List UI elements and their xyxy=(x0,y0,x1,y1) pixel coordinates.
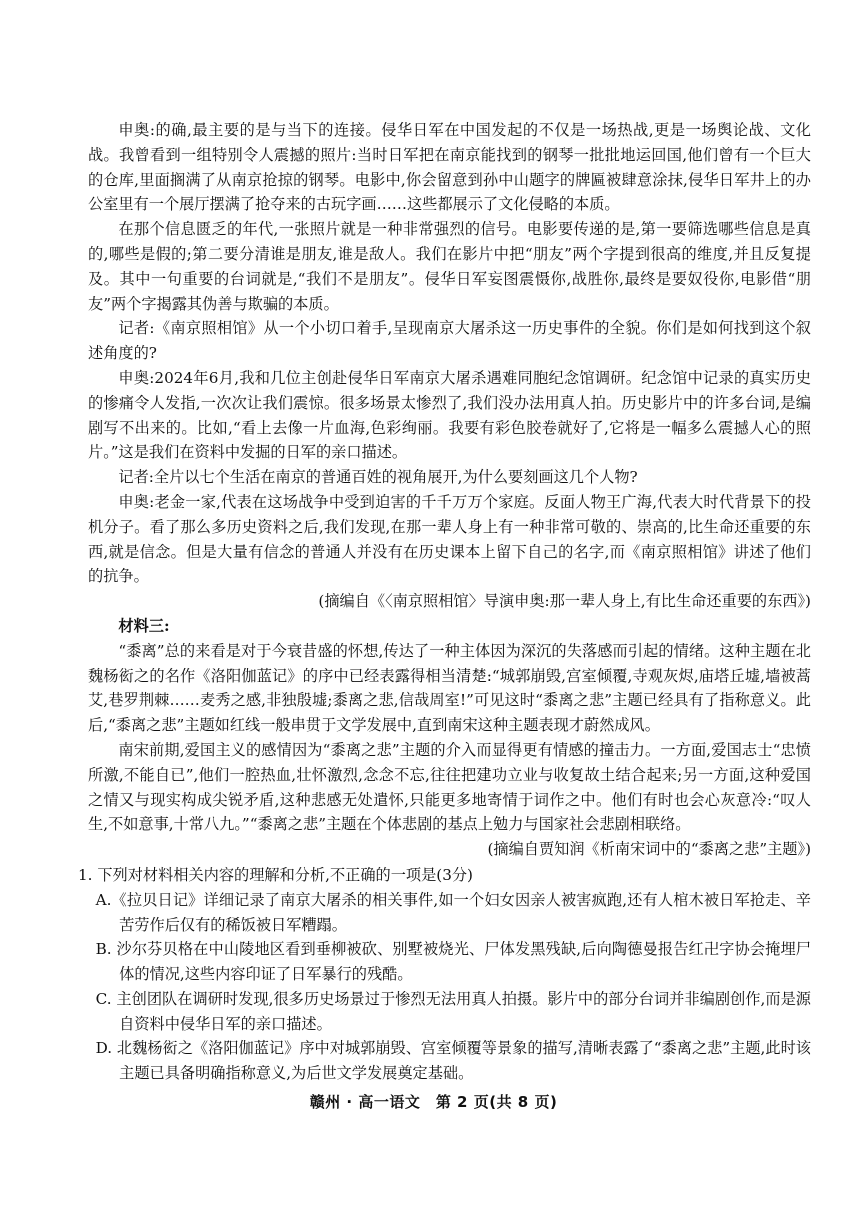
essay-paragraph: “黍离”总的来看是对于今衰昔盛的怀想,传达了一种主体因为深沉的失落感而引起的情绪。这种主题在北魏杨衒之的名作《洛阳伽蓝记》的序中已经表露得相当清楚:“城郭崩毁,宫室倾覆,寺观灰烬,庙塔丘墟,墙被蒿艾,巷罗荆棘……麦秀之感,非独殷墟;黍离之悲,信哉周室!”可见这时“黍离之悲”主题已经具有了指称意义。此后,“黍离之悲”主题如红线一般串贯于文学发展中,直到南宋这种主题表现才蔚然成风。 xyxy=(88,641,811,735)
material-three-source: (摘编自贾知润《析南宋词中的“黍离之悲”主题》) xyxy=(487,840,811,859)
material-three-heading: 材料三: xyxy=(118,616,170,635)
interview-paragraph: 申奥:2024年6月,我和几位主创赴侵华日军南京大屠杀遇难同胞纪念馆调研。纪念馆中记录的真实历史的惨痛令人发指,一次次让我们震惊。很多场景太惨烈了,我们没办法用真人拍。历史影片中的许多台词,是编剧写不出来的。比如,“看上去像一片血海,色彩绚丽。我要有彩色胶卷就好了,它将是一幅多么震撼人心的照片。”这是我们在资料中发掘的日军的亲口描述。 xyxy=(88,368,811,462)
material-three-section xyxy=(88,614,811,862)
option-b: B. 沙尔芬贝格在中山陵地区看到垂柳被砍、别墅被烧光、尸体发黑残缺,后向陶德曼报告红卍字协会掩埋尸体的情况,这些内容印证了日军暴行的残酷。 xyxy=(95,940,811,984)
interview-paragraph: 记者:《南京照相馆》从一个小切口着手,呈现南京大屠杀这一历史事件的全貌。你们是如何找到这个叙述角度的? xyxy=(88,319,811,363)
question-stem: 1. 下列对材料相关内容的理解和分析,不正确的一项是(3分) xyxy=(78,865,473,884)
interview-paragraph: 申奥:老金一家,代表在这场战争中受到迫害的千千万万个家庭。反面人物王广海,代表大时代背景下的投机分子。看了那么多历史资料之后,我们发现,在那一辈人身上有一种非常可敬的、崇高的,比生命还重要的东西,就是信念。但是大量有信念的普通人并没有在历史课本上留下自己的名字,而《南京照相馆》讲述了他们的抗争。 xyxy=(88,492,811,586)
question-one-section xyxy=(78,863,811,1086)
option-d: D. 北魏杨衒之《洛阳伽蓝记》序中对城郭崩毁、宫室倾覆等景象的描写,清晰表露了“黍离之悲”主题,此时该主题已具备明确指称意义,为后世文学发展奠定基础。 xyxy=(95,1039,811,1083)
option-a: A.《拉贝日记》详细记录了南京大屠杀的相关事件,如一个妇女因亲人被害疯跑,还有人棺木被日军抢走、辛苦劳作后仅有的稀饭被日军糟蹋。 xyxy=(95,890,811,934)
essay-paragraph: 南宋前期,爱国主义的感情因为“黍离之悲”主题的介入而显得更有情感的撞击力。一方面,爱国志士“忠愤所激,不能自已”,他们一腔热血,壮怀激烈,念念不忘,往往把建功立业与收复故土结合起来;另一方面,这种爱国之情又与现实构成尖锐矛盾,这种悲感无处遣怀,只能更多地寄情于词作之中。他们有时也会心灰意冷:“叹人生,不如意事,十常八九。”“黍离之悲”主题在个体悲剧的基点上勉力与国家社会悲剧相联络。 xyxy=(88,740,811,834)
interview-paragraph: 申奥:的确,最主要的是与当下的连接。侵华日军在中国发起的不仅是一场热战,更是一场舆论战、文化战。我曾看到一组特别令人震撼的照片:当时日军把在南京能找到的钢琴一批批地运回国,他们曾有一个巨大的仓库,里面搁满了从南京抢掠的钢琴。电影中,你会留意到孙中山题字的牌匾被肆意涂抹,侵华日军井上的办公室里有一个展厅摆满了抢夺来的古玩字画……这些都展示了文化侵略的本质。 xyxy=(88,121,811,214)
interview-paragraph: 记者:全片以七个生活在南京的普通百姓的视角展开,为什么要刻画这几个人物? xyxy=(118,468,638,487)
interview-paragraph: 在那个信息匮乏的年代,一张照片就是一种非常强烈的信号。电影要传递的是,第一要筛选哪些信息是真的,哪些是假的;第二要分清谁是朋友,谁是敌人。我们在影片中把“朋友”两个字提到很高的维度,并且反复提及。其中一句重要的台词就是,“我们不是朋友”。侵华日军妄图震慑你,战胜你,最终是要奴役你,电影借“朋友”两个字揭露其伪善与欺骗的本质。 xyxy=(88,220,811,313)
material-two-section xyxy=(88,118,811,614)
option-c: C. 主创团队在调研时发现,很多历史场景过于惨烈无法用真人拍摄。影片中的部分台词并非编剧创作,而是源自资料中侵华日军的亲口描述。 xyxy=(95,989,811,1033)
material-two-source: (摘编自《〈南京照相馆〉导演申奥:那一辈人身上,有比生命还重要的东西》) xyxy=(318,592,811,611)
page-footer: 赣州 · 高一语文 第 2 页(共 8 页) xyxy=(309,1093,558,1111)
